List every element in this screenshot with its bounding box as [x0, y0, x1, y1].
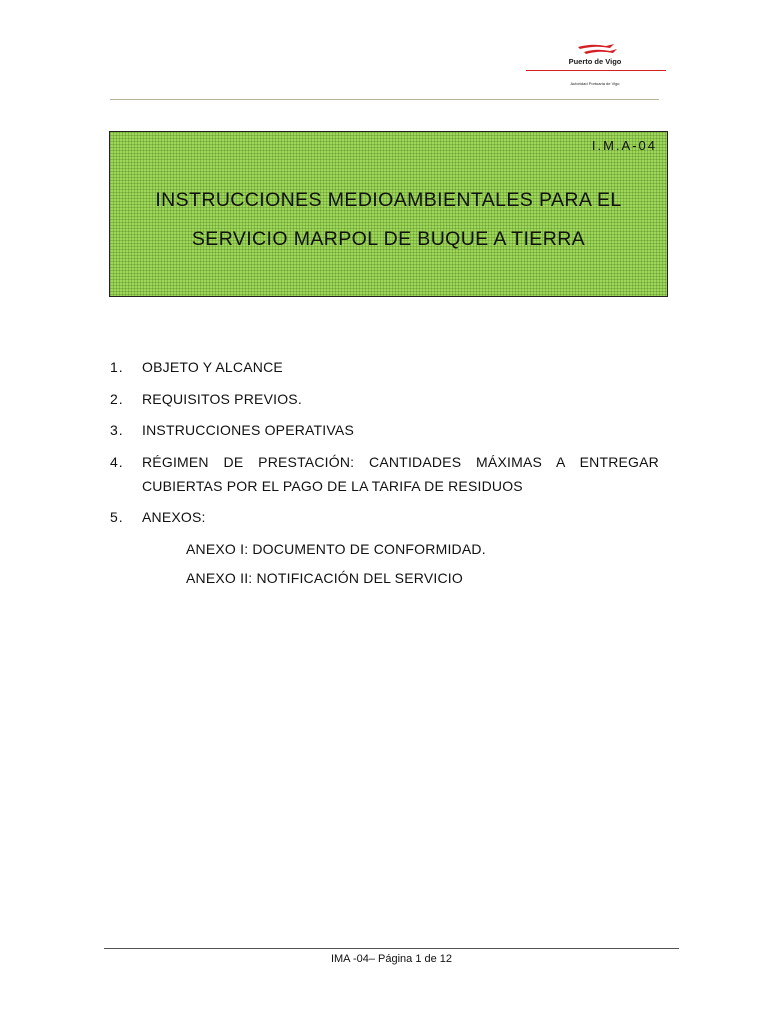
document-title	[110, 181, 667, 259]
toc-item-number: 2.	[110, 391, 124, 407]
document-title-line-2: SERVICIO MARPOL DE BUQUE A TIERRA	[191, 228, 586, 250]
toc-item-number: 4.	[110, 454, 124, 470]
toc-item-text: REQUISITOS PREVIOS.	[142, 391, 302, 407]
title-box	[109, 131, 668, 297]
toc-item-text: INSTRUCCIONES OPERATIVAS	[142, 422, 354, 438]
toc-item-number: 1.	[110, 359, 124, 375]
toc-item-number: 3.	[110, 422, 124, 438]
annex-item-2: ANEXO II: NOTIFICACIÓN DEL SERVICIO	[186, 570, 463, 586]
port-logo-rule	[526, 70, 666, 71]
footer-divider	[104, 948, 679, 949]
port-logo-subtitle: Autoridad Portuaria de Vigo	[570, 81, 620, 86]
port-logo	[524, 42, 666, 92]
toc-item-text: ANEXOS:	[142, 509, 206, 525]
document-title-line-1: INSTRUCCIONES MEDIOAMBIENTALES PARA EL	[155, 189, 622, 211]
header-divider	[110, 99, 659, 100]
annex-item-1: ANEXO I: DOCUMENTO DE CONFORMIDAD.	[186, 541, 486, 557]
port-logo-name: Puerto de Vigo	[568, 57, 622, 66]
toc-item-text-continued: CUBIERTAS POR EL PAGO DE LA TARIFA DE RESIDUOS	[142, 478, 523, 494]
toc-item-text: OBJETO Y ALCANCE	[142, 359, 283, 375]
document-code: I.M.A-04	[591, 138, 657, 153]
toc-item-number: 5.	[110, 509, 124, 525]
toc-item-text: RÉGIMEN DE PRESTACIÓN: CANTIDADES MÁXIMAS A ENTREGAR	[142, 454, 659, 470]
page-number: IMA -04– Página 1 de 12	[330, 953, 453, 965]
port-logo-icon	[570, 42, 624, 58]
